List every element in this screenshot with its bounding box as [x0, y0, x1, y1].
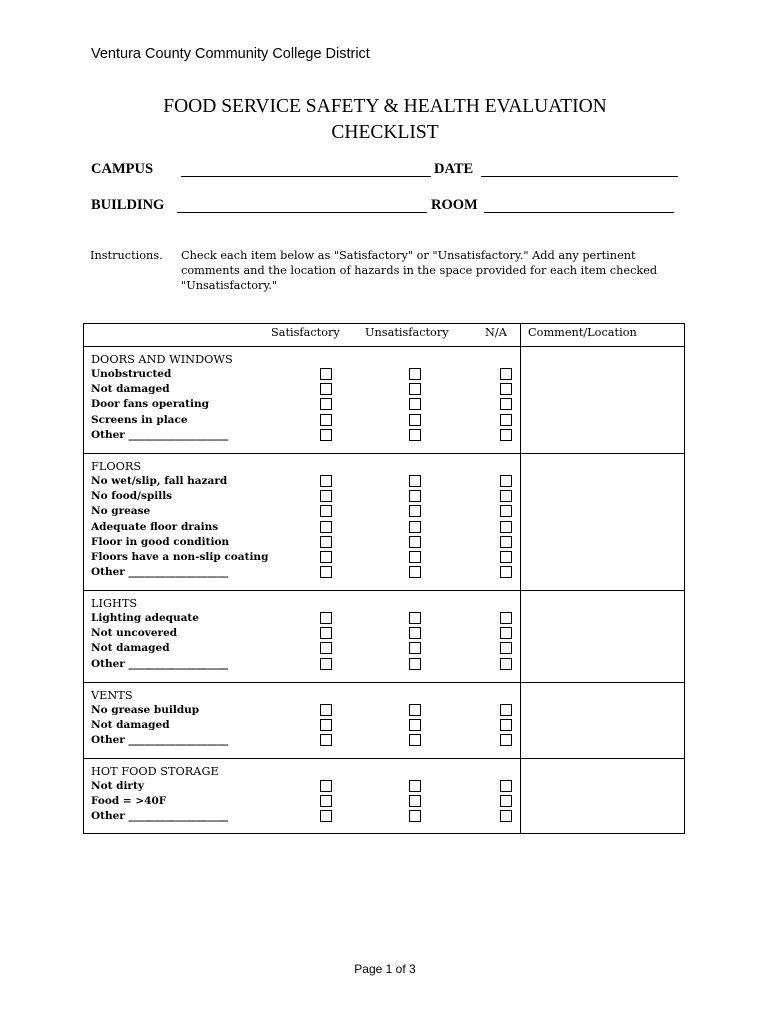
checkbox-na[interactable]: [500, 612, 512, 624]
checkbox-na[interactable]: [500, 368, 512, 380]
checklist-item: Adequate floor drains: [91, 520, 219, 533]
checklist-item: No grease: [91, 505, 151, 518]
checklist-item: Other ___________________: [91, 428, 229, 441]
checklist-item: Floor in good condition: [91, 535, 230, 548]
header-divider: [84, 346, 684, 347]
room-field[interactable]: [484, 200, 674, 213]
checklist-item: Not uncovered: [91, 627, 178, 640]
room-label: ROOM: [431, 197, 478, 213]
checkbox-unsatisfactory[interactable]: [409, 398, 421, 410]
organization-name: Ventura County Community College District: [91, 46, 370, 62]
checkbox-satisfactory[interactable]: [320, 521, 332, 533]
checkbox-na[interactable]: [500, 536, 512, 548]
checklist-item: No food/spills: [91, 490, 173, 503]
section-title: VENTS: [91, 689, 133, 702]
checkbox-satisfactory[interactable]: [320, 566, 332, 578]
checklist-item: Screens in place: [91, 413, 188, 426]
checkbox-na[interactable]: [500, 429, 512, 441]
checkbox-satisfactory[interactable]: [320, 475, 332, 487]
checkbox-na[interactable]: [500, 521, 512, 533]
checkbox-na[interactable]: [500, 414, 512, 426]
checklist-section: [91, 764, 521, 825]
building-label: BUILDING: [91, 197, 165, 213]
checkbox-satisfactory[interactable]: [320, 704, 332, 716]
checkbox-satisfactory[interactable]: [320, 658, 332, 670]
checklist-item: Not damaged: [91, 383, 170, 396]
section-divider: [84, 590, 684, 591]
column-header-na: N/A: [485, 326, 507, 339]
checkbox-satisfactory[interactable]: [320, 368, 332, 380]
checkbox-unsatisfactory[interactable]: [409, 658, 421, 670]
checklist-item: Lighting adequate: [91, 612, 199, 624]
checklist-item: Not dirty: [91, 780, 144, 792]
checkbox-satisfactory[interactable]: [320, 627, 332, 639]
column-header-comment-location: Comment/Location: [528, 326, 637, 339]
checkbox-na[interactable]: [500, 566, 512, 578]
checkbox-unsatisfactory[interactable]: [409, 505, 421, 517]
checkbox-unsatisfactory[interactable]: [409, 521, 421, 533]
checkbox-unsatisfactory[interactable]: [409, 810, 421, 822]
checkbox-na[interactable]: [500, 475, 512, 487]
checkbox-unsatisfactory[interactable]: [409, 368, 421, 380]
checkbox-unsatisfactory[interactable]: [409, 704, 421, 716]
checklist-item: Other ___________________: [91, 657, 229, 670]
checklist-item: Unobstructed: [91, 368, 172, 380]
checkbox-satisfactory[interactable]: [320, 398, 332, 410]
checkbox-na[interactable]: [500, 490, 512, 502]
instructions-body: Check each item below as "Satisfactory" or "Unsatisfactory." Add any pertinent comments and the location of hazards in the space provided for each item checked "Unsatisfactory.": [181, 249, 658, 292]
section-title: LIGHTS: [91, 597, 138, 610]
checklist-section: [91, 596, 521, 672]
column-header-unsatisfactory: Unsatisfactory: [365, 326, 449, 339]
checkbox-unsatisfactory[interactable]: [409, 490, 421, 502]
checklist-item: Other ___________________: [91, 734, 229, 747]
checkbox-na[interactable]: [500, 627, 512, 639]
document-title: [0, 94, 770, 146]
checkbox-satisfactory[interactable]: [320, 536, 332, 548]
checkbox-na[interactable]: [500, 734, 512, 746]
section-divider: [84, 758, 684, 759]
checklist-item: Other ___________________: [91, 566, 229, 579]
title-line-2: CHECKLIST: [331, 122, 439, 143]
section-title: DOORS AND WINDOWS: [91, 353, 233, 366]
checkbox-unsatisfactory[interactable]: [409, 414, 421, 426]
checkbox-na[interactable]: [500, 780, 512, 792]
checkbox-unsatisfactory[interactable]: [409, 475, 421, 487]
section-divider: [84, 682, 684, 683]
checkbox-satisfactory[interactable]: [320, 490, 332, 502]
checkbox-na[interactable]: [500, 398, 512, 410]
checkbox-satisfactory[interactable]: [320, 734, 332, 746]
checkbox-satisfactory[interactable]: [320, 612, 332, 624]
page-number: Page 1 of 3: [354, 962, 416, 976]
section-title: HOT FOOD STORAGE: [91, 765, 219, 778]
title-line-1: FOOD SERVICE SAFETY & HEALTH EVALUATION: [163, 96, 607, 117]
checkbox-unsatisfactory[interactable]: [409, 566, 421, 578]
checklist-section: [91, 688, 521, 749]
checkbox-unsatisfactory[interactable]: [409, 642, 421, 654]
checkbox-unsatisfactory[interactable]: [409, 734, 421, 746]
campus-label: CAMPUS: [91, 161, 154, 177]
date-field[interactable]: [481, 164, 678, 177]
checkbox-satisfactory[interactable]: [320, 780, 332, 792]
checklist-item: Food = >40F: [91, 795, 167, 808]
checkbox-na[interactable]: [500, 383, 512, 395]
section-divider: [84, 453, 684, 454]
checkbox-satisfactory[interactable]: [320, 414, 332, 426]
checkbox-satisfactory[interactable]: [320, 795, 332, 807]
checklist-section: [91, 352, 521, 443]
column-header-satisfactory: Satisfactory: [271, 326, 340, 339]
checkbox-unsatisfactory[interactable]: [409, 780, 421, 792]
checkbox-unsatisfactory[interactable]: [409, 536, 421, 548]
checkbox-na[interactable]: [500, 704, 512, 716]
checkbox-na[interactable]: [500, 719, 512, 731]
checklist-item: Door fans operating: [91, 398, 209, 411]
checklist-table: [83, 323, 685, 834]
campus-field[interactable]: [181, 164, 431, 177]
checkbox-satisfactory[interactable]: [320, 551, 332, 563]
checkbox-unsatisfactory[interactable]: [409, 383, 421, 395]
checklist-item: Not damaged: [91, 719, 170, 732]
checkbox-unsatisfactory[interactable]: [409, 612, 421, 624]
building-field[interactable]: [177, 200, 427, 213]
checkbox-na[interactable]: [500, 658, 512, 670]
instructions-lead: Instructions.: [90, 249, 163, 262]
date-label: DATE: [434, 161, 474, 177]
checkbox-unsatisfactory[interactable]: [409, 795, 421, 807]
checkbox-na[interactable]: [500, 551, 512, 563]
section-title: FLOORS: [91, 460, 142, 473]
checkbox-satisfactory[interactable]: [320, 383, 332, 395]
checkbox-satisfactory[interactable]: [320, 505, 332, 517]
checklist-item: No wet/slip, fall hazard: [91, 475, 228, 487]
checkbox-unsatisfactory[interactable]: [409, 429, 421, 441]
checkbox-na[interactable]: [500, 810, 512, 822]
checkbox-satisfactory[interactable]: [320, 429, 332, 441]
checklist-item: Not damaged: [91, 642, 170, 655]
checkbox-satisfactory[interactable]: [320, 642, 332, 654]
checkbox-unsatisfactory[interactable]: [409, 719, 421, 731]
checkbox-na[interactable]: [500, 642, 512, 654]
checklist-section: [91, 459, 521, 580]
checkbox-na[interactable]: [500, 505, 512, 517]
checkbox-unsatisfactory[interactable]: [409, 551, 421, 563]
checkbox-na[interactable]: [500, 795, 512, 807]
checklist-item: Other ___________________: [91, 810, 229, 823]
checklist-item: No grease buildup: [91, 704, 200, 716]
checklist-item: Floors have a non-slip coating: [91, 551, 269, 564]
checkbox-satisfactory[interactable]: [320, 719, 332, 731]
checkbox-unsatisfactory[interactable]: [409, 627, 421, 639]
checkbox-satisfactory[interactable]: [320, 810, 332, 822]
